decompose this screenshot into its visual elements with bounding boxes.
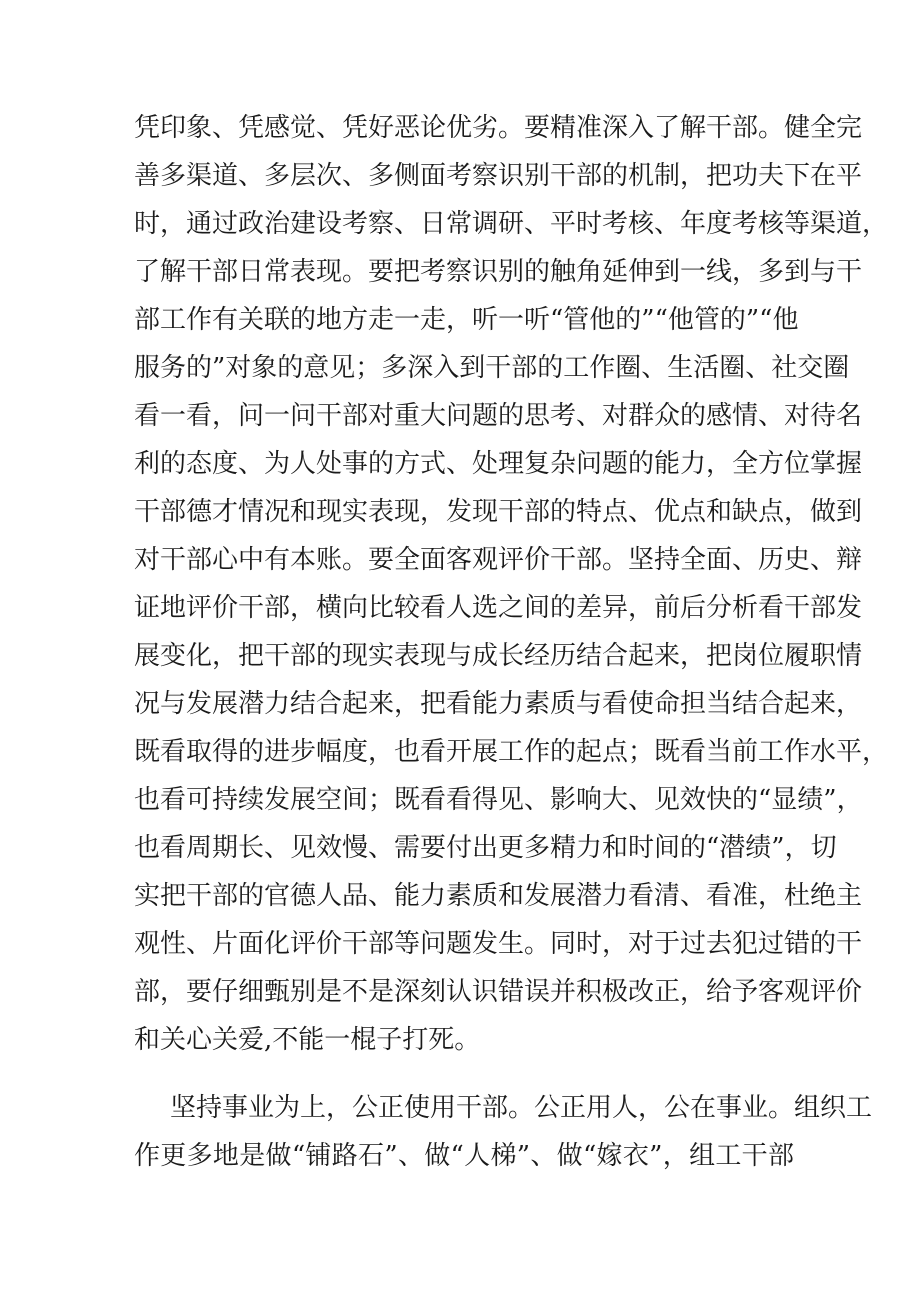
paragraph-1-line-7: 看一看，问一问干部对重大问题的思考、对群众的感情、对待名 — [134, 401, 863, 431]
paragraph-1-line-19: 部，要仔细甄别是不是深刻认识错误并积极改正，给予客观评价 — [134, 977, 863, 1007]
paragraph-1-line-20: 和关心关爱,不能一棍子打死。 — [134, 1025, 481, 1055]
paragraph-1-line-18: 观性、片面化评价干部等问题发生。同时，对于过去犯过错的干 — [134, 929, 863, 959]
paragraph-1-line-4: 了解干部日常表现。要把考察识别的触角延伸到一线，多到与干 — [134, 257, 863, 287]
paragraph-1-line-11: 证地评价干部，横向比较看人选之间的差异，前后分析看干部发 — [134, 593, 863, 623]
paragraph-1-line-6: 服务的”对象的意见；多深入到干部的工作圈、生活圈、社交圈 — [134, 353, 850, 383]
paragraph-2-line-2: 作更多地是做“铺路石”、做“人梯”、做“嫁衣”，组工干部 — [134, 1141, 794, 1171]
paragraph-1-line-2: 善多渠道、多层次、多侧面考察识别干部的机制，把功夫下在平 — [134, 161, 863, 191]
paragraph-1-line-1: 凭印象、凭感觉、凭好恶论优劣。要精准深入了解干部。健全完 — [134, 113, 863, 143]
paragraph-1-line-15: 也看可持续发展空间；既看看得见、影响大、见效快的“显绩”， — [134, 785, 863, 815]
paragraph-1-line-12: 展变化，把干部的现实表现与成长经历结合起来，把岗位履职情 — [134, 641, 863, 671]
paragraph-1-line-9: 干部德才情况和现实表现，发现干部的特点、优点和缺点，做到 — [134, 497, 863, 527]
paragraph-1-line-17: 实把干部的官德人品、能力素质和发展潜力看清、看准，杜绝主 — [134, 881, 863, 911]
paragraph-1-line-10: 对干部心中有本账。要全面客观评价干部。坚持全面、历史、辩 — [134, 545, 863, 575]
paragraph-1-line-8: 利的态度、为人处事的方式、处理复杂问题的能力，全方位掌握 — [134, 449, 863, 479]
paragraph-2-line-1: 坚持事业为上，公正使用干部。公正用人，公在事业。组织工 — [170, 1093, 873, 1123]
paragraph-1-line-13: 况与发展潜力结合起来，把看能力素质与看使命担当结合起来， — [134, 689, 863, 719]
paragraph-1-line-14: 既看取得的进步幅度，也看开展工作的起点；既看当前工作水平， — [134, 737, 889, 767]
paragraph-1-line-5: 部工作有关联的地方走一走，听一听“管他的”“他管的”“他 — [134, 305, 799, 335]
paragraph-1-line-3: 时，通过政治建设考察、日常调研、平时考核、年度考核等渠道， — [134, 209, 889, 239]
paragraph-1-line-16: 也看周期长、见效慢、需要付出更多精力和时间的“潜绩”，切 — [134, 833, 837, 863]
